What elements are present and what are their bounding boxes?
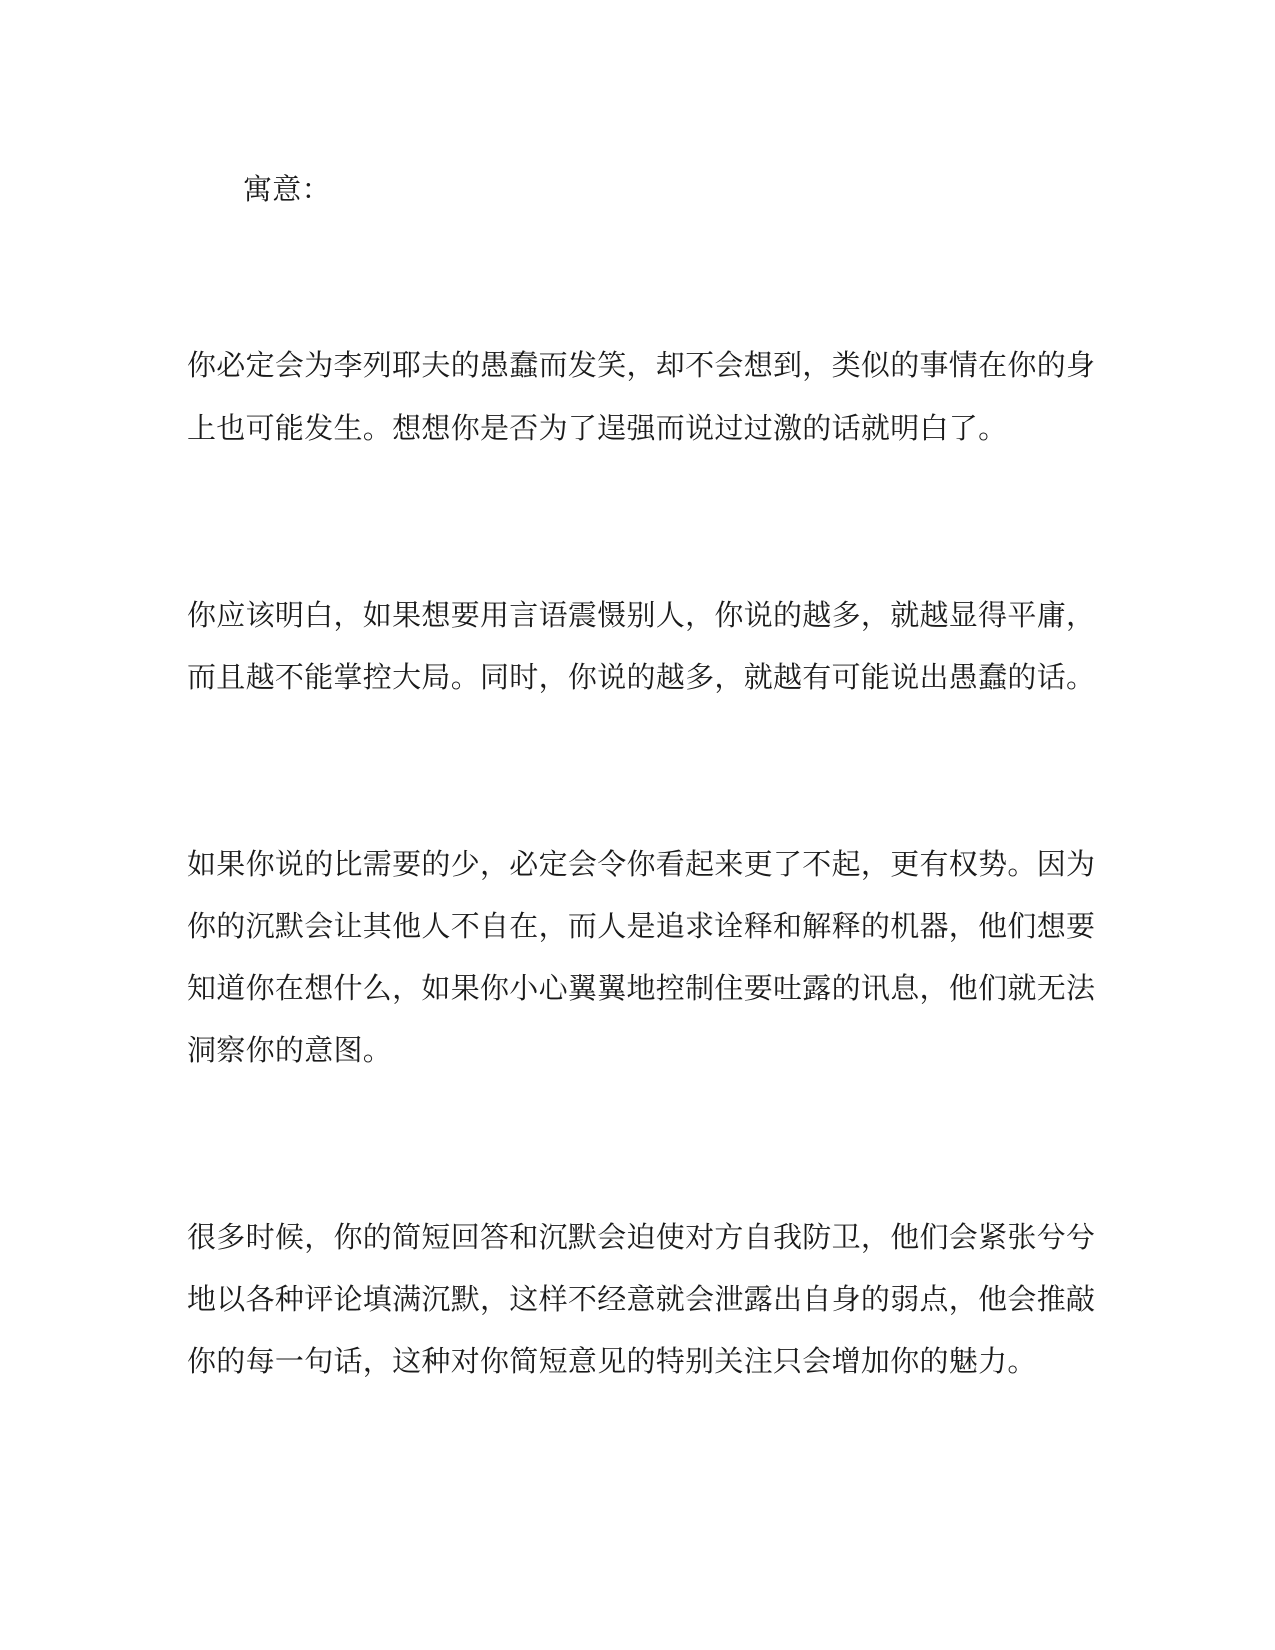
paragraph-line: 而且越不能掌控大局。同时，你说的越多，就越有可能说出愚蠢的话。 [187,660,1096,694]
paragraph-line: 知道你在想什么，如果你小心翼翼地控制住要吐露的讯息，他们就无法 [187,971,1096,1005]
paragraph-line: 如果你说的比需要的少，必定会令你看起来更了不起，更有权势。因为 [187,847,1096,881]
paragraph-line: 你的沉默会让其他人不自在，而人是追求诠释和解释的机器，他们想要 [187,909,1096,943]
paragraph-line: 你应该明白，如果想要用言语震慑别人，你说的越多，就越显得平庸， [187,598,1096,632]
heading: 寓意： [243,172,331,206]
paragraph-line: 上也可能发生。想想你是否为了逞强而说过过激的话就明白了。 [187,411,1008,445]
paragraph-line: 洞察你的意图。 [187,1033,393,1067]
paragraph-line: 你必定会为李列耶夫的愚蠢而发笑，却不会想到，类似的事情在你的身 [187,348,1096,382]
paragraph-line: 地以各种评论填满沉默，这样不经意就会泄露出自身的弱点，他会推敲 [187,1282,1096,1316]
paragraph-line: 你的每一句话，这种对你简短意见的特别关注只会增加你的魅力。 [187,1344,1037,1378]
paragraph-line: 很多时候，你的简短回答和沉默会迫使对方自我防卫，他们会紧张兮兮 [187,1220,1096,1254]
